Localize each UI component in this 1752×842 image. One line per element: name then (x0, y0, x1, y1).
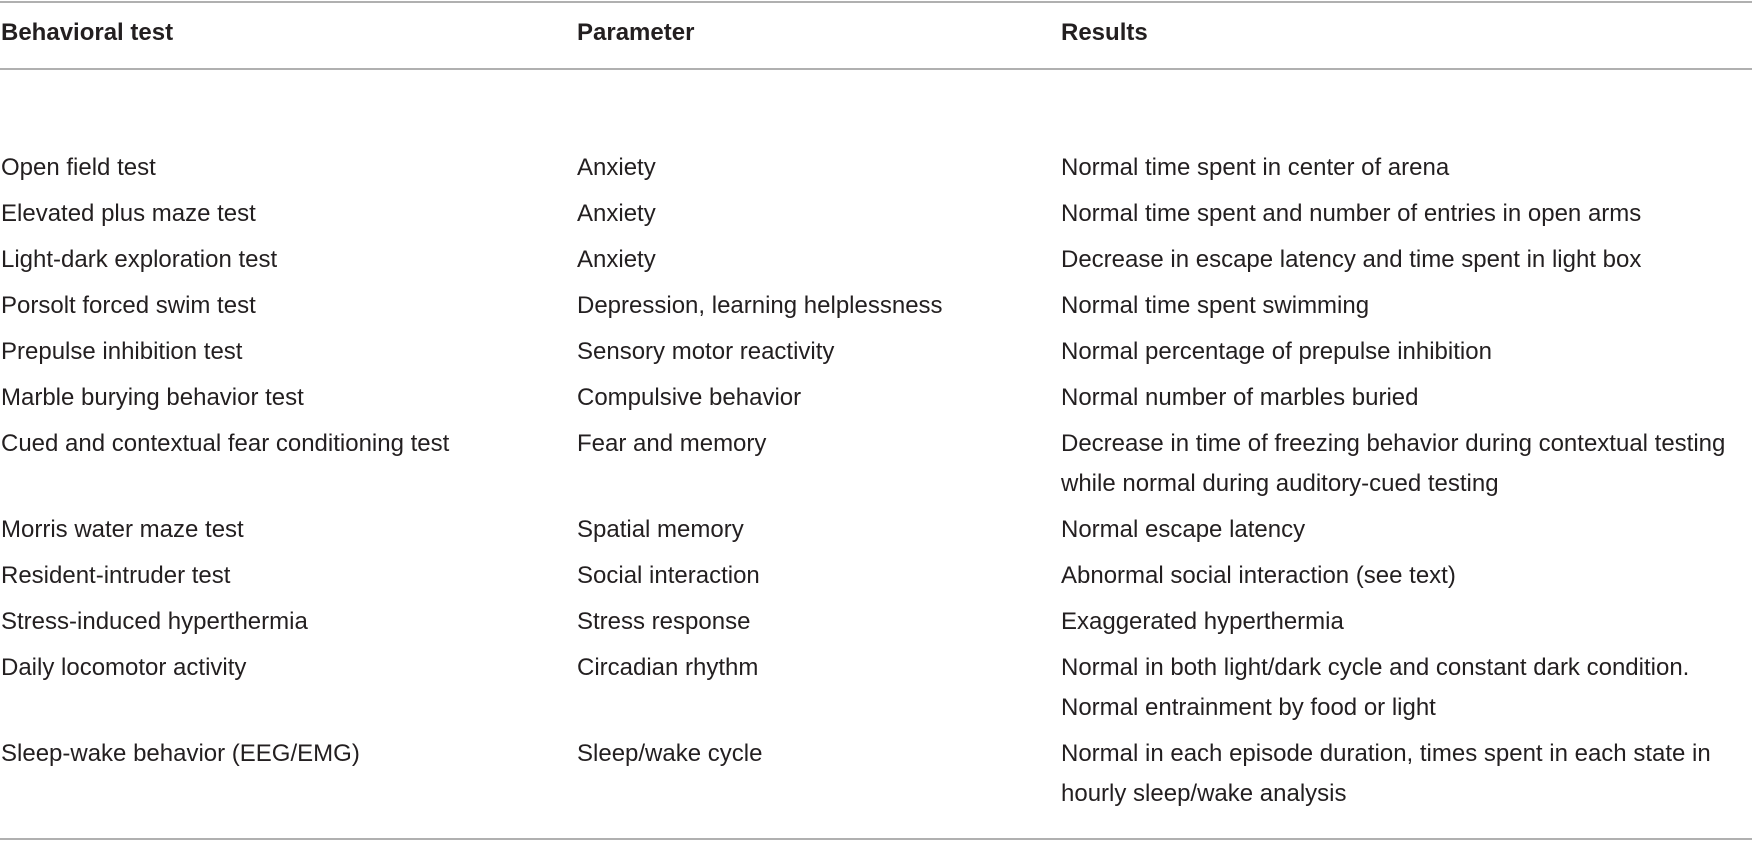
cell-behavioral-test: Daily locomotor activity (1, 654, 247, 681)
cell-behavioral-test: Elevated plus maze test (1, 200, 256, 227)
cell-results: Exaggerated hyperthermia (1061, 608, 1344, 635)
cell-behavioral-test: Open field test (1, 154, 156, 181)
cell-behavioral-test: Porsolt forced swim test (1, 292, 256, 319)
cell-parameter: Fear and memory (577, 430, 767, 457)
cell-results: Decrease in escape latency and time spent in light box (1061, 246, 1642, 273)
cell-results: Normal time spent in center of arena (1061, 154, 1450, 181)
cell-results: Normal in both light/dark cycle and constant dark condition. Normal entrainment by food or light (1061, 654, 1690, 721)
table-row (0, 550, 1752, 596)
cell-results: Normal time spent and number of entries in open arms (1061, 200, 1642, 227)
cell-parameter: Stress response (577, 608, 751, 635)
table-body (0, 66, 1752, 814)
table-row (0, 280, 1752, 326)
cell-parameter: Anxiety (577, 246, 656, 273)
cell-behavioral-test: Morris water maze test (1, 516, 244, 543)
table-row (0, 234, 1752, 280)
cell-parameter: Spatial memory (577, 516, 744, 543)
cell-behavioral-test: Sleep-wake behavior (EEG/EMG) (1, 740, 360, 767)
table-bottom-rule (0, 838, 1752, 840)
cell-results: Abnormal social interaction (see text) (1061, 562, 1456, 589)
table-row (0, 642, 1752, 728)
cell-parameter: Social interaction (577, 562, 760, 589)
table-row (0, 504, 1752, 550)
cell-results: Normal in each episode duration, times spent in each state in hourly sleep/wake analysis (1061, 740, 1711, 807)
cell-behavioral-test: Prepulse inhibition test (1, 338, 243, 365)
table-row (0, 188, 1752, 234)
header-results: Results (1061, 19, 1148, 46)
header-behavioral-test: Behavioral test (1, 19, 174, 46)
table-row (0, 418, 1752, 504)
cell-behavioral-test: Stress-induced hyperthermia (1, 608, 308, 635)
cell-behavioral-test: Marble burying behavior test (1, 384, 304, 411)
cell-results: Normal percentage of prepulse inhibition (1061, 338, 1492, 365)
cell-results: Normal number of marbles buried (1061, 384, 1419, 411)
table-row (0, 66, 1752, 188)
table-header (0, 0, 1752, 66)
cell-parameter: Compulsive behavior (577, 384, 802, 411)
table-row (0, 326, 1752, 372)
table-row (0, 372, 1752, 418)
cell-results: Decrease in time of freezing behavior during contextual testing while normal during auditory-cued testing (1061, 430, 1726, 497)
table-row (0, 596, 1752, 642)
header-row (0, 0, 1752, 66)
cell-behavioral-test: Resident-intruder test (1, 562, 231, 589)
table-row (0, 728, 1752, 814)
cell-behavioral-test: Cued and contextual fear conditioning test (1, 430, 450, 457)
cell-results: Normal time spent swimming (1061, 292, 1370, 319)
cell-parameter: Circadian rhythm (577, 654, 759, 681)
cell-results: Normal escape latency (1061, 516, 1306, 543)
cell-parameter: Depression, learning helplessness (577, 292, 943, 319)
cell-parameter: Sensory motor reactivity (577, 338, 835, 365)
cell-behavioral-test: Light-dark exploration test (1, 246, 278, 273)
cell-parameter: Sleep/wake cycle (577, 740, 763, 767)
cell-parameter: Anxiety (577, 200, 656, 227)
header-parameter: Parameter (577, 19, 695, 46)
cell-parameter: Anxiety (577, 154, 656, 181)
